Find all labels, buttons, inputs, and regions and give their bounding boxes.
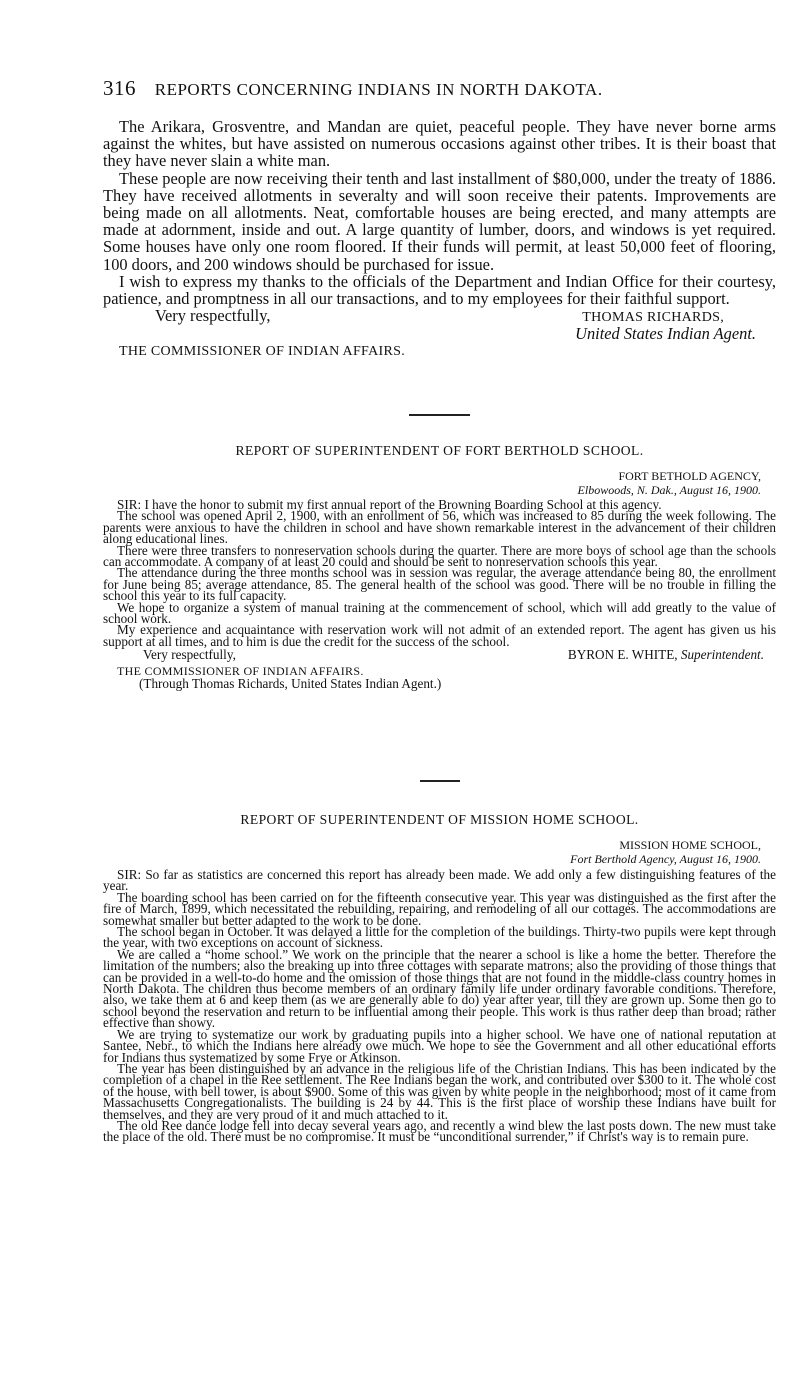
paragraph: SIR: I have the honor to submit my first annual report of the Browning Boarding School at this agency. — [117, 497, 662, 512]
signer — [567, 647, 764, 663]
paragraph: We hope to organize a system of manual training at the commencement of school, which will add greatly to the value of school work. — [103, 599, 776, 627]
signer-name: BYRON E. WHITE, — [567, 647, 678, 663]
section-divider — [420, 780, 460, 782]
mission-home-report — [103, 869, 776, 1143]
dateline — [103, 469, 761, 497]
section-title: REPORT OF SUPERINTENDENT OF MISSION HOME SCHOOL. — [240, 812, 639, 827]
paragraph: The year has been distinguished by an advance in the religious life of the Christian Indians. This has been indicated by the completion of a chapel in the Ree settlement. The Ree Indians began the work, and contributed over $300 to it. The whole cost of the house, with bell tower, is about $900. Some of this was given by white people in the neighborhood; most of it came from Massachusetts Congregationalists. The building is 24 by 44. This is the first place of worship these Indians have built for themselves, and they are very proud of it and much attached to it. — [103, 1060, 776, 1122]
signer-title: Superintendent. — [680, 647, 764, 663]
paragraph: The old Ree dance lodge fell into decay several years ago, and recently a wind blew the last posts down. The new must take the place of the old. There must be no compromise. It must be “unconditional surrender,” if Christ's way is to remain pure. — [103, 1117, 776, 1145]
section-divider — [409, 414, 470, 416]
page-header — [103, 76, 783, 101]
dateline-date: Elbowoods, N. Dak., August 16, 1900. — [577, 483, 761, 497]
addressee: THE COMMISSIONER OF INDIAN AFFAIRS. — [119, 344, 405, 360]
paragraph: I wish to express my thanks to the officials of the Department and Indian Office for their courtesy, patience, and promptness in all our transactions, and to my employees for their faithful support. — [103, 271, 776, 309]
signer-name: THOMAS RICHARDS, — [582, 310, 724, 326]
paragraph: The school began in October. It was delayed a little for the completion of the buildings. Thirty-two pupils were kept through the year, with two exceptions on account of sickness. — [103, 924, 776, 951]
dateline-date: Fort Berthold Agency, August 16, 1900. — [570, 852, 761, 866]
closing: Very respectfully, — [155, 306, 271, 326]
agent-report — [103, 118, 776, 360]
section-title: REPORT OF SUPERINTENDENT OF FORT BERTHOLD SCHOOL. — [235, 443, 644, 458]
paragraph: My experience and acquaintance with reservation work will not admit of an extended report. The agent has given us his support at all times, and to him is due the credit for the success of the school. — [103, 622, 776, 649]
through-line: (Through Thomas Richards, United States Indian Agent.) — [139, 676, 442, 692]
paragraph: SIR: So far as statistics are concerned this report has already been made. We add only a few distinguishing features of the year. — [103, 867, 776, 894]
fort-berthold-report — [103, 499, 776, 691]
page-number: 316 — [103, 76, 136, 100]
addressee: THE COMMISSIONER OF INDIAN AFFAIRS. — [117, 664, 364, 679]
running-title: REPORTS CONCERNING INDIANS IN NORTH DAKOTA. — [154, 80, 603, 99]
dateline — [103, 838, 761, 866]
paragraph: These people are now receiving their tenth and last installment of $80,000, under the treaty of 1886. They have received allotments in severalty and will soon receive their patents. Improvements are being made on all allotments. Neat, comfortable houses are being erected, and many attempts are made at adornment, inside and out. A large quantity of lumber, doors, and windows is yet required. Some houses have only one room floored. If their funds will permit, at least 50,000 feet of flooring, 100 doors, and 200 windows should be purchased for issue. — [103, 168, 776, 274]
closing: Very respectfully, — [143, 647, 236, 663]
signer-title: United States Indian Agent. — [575, 324, 756, 344]
dateline-place: FORT BETHOLD AGENCY, — [618, 469, 761, 483]
dateline-place: MISSION HOME SCHOOL, — [619, 838, 761, 852]
paragraph: The boarding school has been carried on for the fifteenth consecutive year. This year was distinguished as the first after the fire of March, 1899, which necessitated the rebuilding, repairing, and remodeling of all our cottages. The accommodations are somewhat smaller but better adapted to the work to be done. — [103, 889, 776, 928]
paragraph: There were three transfers to nonreservation schools during the quarter. There are more boys of school age than the schools can accommodate. A company of at least 20 could and should be sent to nonreservation schools this year. — [103, 542, 776, 570]
paragraph: The attendance during the three months school was in session was regular, the average attendance being 80, the enrollment for June being 85; average attendance, 85. The general health of the school was good. There will be no trouble in filling the school this year to its full capacity. — [103, 565, 776, 604]
paragraph: We are called a “home school.” We work on the principle that the nearer a school is like a home the better. Therefore the limitation of the numbers; also the breaking up into three cottages with separate matrons; also the providing of those things that can be provided in a well-to-do home and the omission of those things that are not found in the middle-class country homes in North Dakota. The children thus become members of an ordinary family life under ordinary favorable conditions. Therefore, also, we take them at 6 and keep them (as we are generally able to do) year after year, till they are grown up. Some then go to school beyond the reservation and return to be influential among their people. This work is thus rather deep than broad; rather effective than showy. — [103, 946, 776, 1031]
signature-block — [103, 649, 776, 663]
signature-block — [103, 307, 776, 343]
paragraph: We are trying to systematize our work by graduating pupils into a higher school. We have one of national reputation at Santee, Nebr., to which the Indians here already owe much. We hope to see the Government and all other educational efforts for Indians thus systematized by some Frye or Atkinson. — [103, 1026, 776, 1065]
paragraph: The Arikara, Grosventre, and Mandan are quiet, peaceful people. They have never borne arms against the whites, but have assisted on numerous occasions against other tribes. It is their boast that they have never slain a white man. — [103, 117, 776, 171]
paragraph: The school was opened April 2, 1900, with an enrollment of 56, which was increased to 85 during the week following. The parents were anxious to have the children in school and have shown remarkable interest in the advancement of their children along educational lines. — [103, 508, 776, 547]
